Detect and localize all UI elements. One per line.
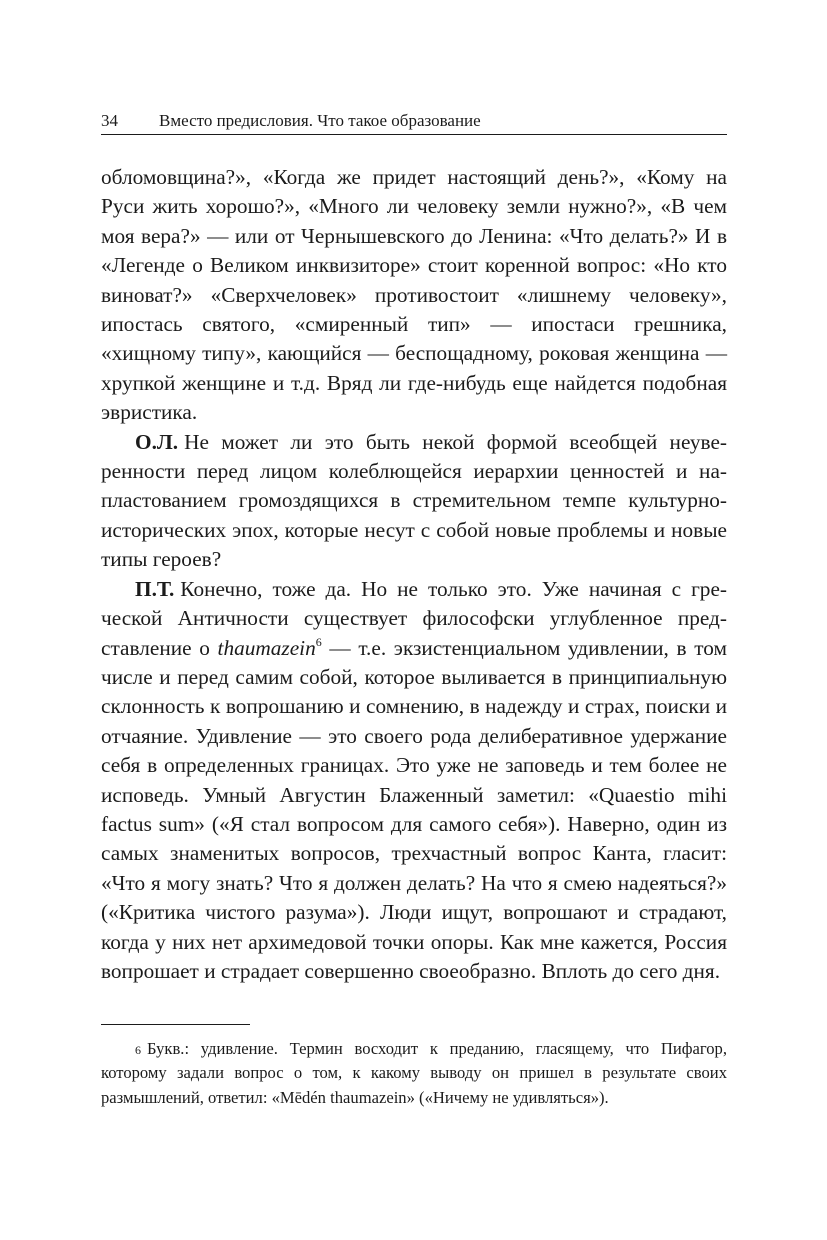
footnote-number: 6 xyxy=(135,1043,141,1057)
running-header xyxy=(101,110,727,132)
paragraph-text: Конечно, тоже да. Но не только это. Уже начиная с греческой Античности существует философски углубленное представление о xyxy=(101,576,727,660)
footnote-rule xyxy=(101,1024,250,1025)
footnote-text xyxy=(101,1037,727,1110)
footnote-reference[interactable]: 6 xyxy=(315,634,322,649)
paragraph-2 xyxy=(101,428,727,575)
page-number: 34 xyxy=(101,111,118,130)
speaker-label: О.Л. xyxy=(135,429,179,454)
footnote xyxy=(101,1037,727,1110)
speaker-label: П.Т. xyxy=(135,576,175,601)
paragraph-3 xyxy=(101,575,727,987)
footnote-body: Букв.: удивление. Термин восходит к преданию, гласящему, что Пифагор, которому задали вопрос о том, к какому выводу он пришел в результате своих размышлений, ответил: «Mēdén thaumazein» («Ничему не удивляться»). xyxy=(101,1039,727,1107)
paragraph-text: — т.е. экзистенциальном удивлении, в том числе и перед самим собой, которое выливается в принципиальную склонность к вопрошанию и сомнению, в надежду и страх, поиски и отчаяние. Удивление — это своего рода делиберативное удержание себя в определенных границах. Это уже не заповедь и тем более не исповедь. Умный Августин Блаженный заметил: «Quaestio mihi factus sum» («Я стал вопросом для самого себя»). Наверно, один из самых знаменитых вопросов, трехчастный вопрос Канта, гласит: «Что я могу знать? Что я должен делать? На что я смею надеяться?» («Критика чистого разума»). Люди ищут, вопрошают и страдают, когда у них нет архимедовой точки опоры. Как мне кажется, Россия вопрошает и страдает совершенно своеобразно. Вплоть до сего дня. xyxy=(101,635,727,983)
running-title: Вместо предисловия. Что такое образование xyxy=(159,111,481,130)
foreign-term: thaumazein xyxy=(217,635,316,660)
body-text xyxy=(101,163,727,986)
paragraph-1: обломовщина?», «Когда же придет настоящий день?», «Кому на Руси жить хорошо?», «Много ли человеку земли нужно?», «В чем моя вера?» — или от Чернышевского до Ленина: «Что делать?» И в «Легенде о Великом инквизиторе» стоит коренной вопрос: «Но кто виноват?» «Сверхчеловек» противостоит «лишнему человеку», ипостась святого, «смиренный тип» — ипостаси грешника, «хищному типу», кающийся — беспощадному, роковая женщина — хрупкой женщине и т.д. Вряд ли где-нибудь еще найдется подобная эвристика. xyxy=(101,165,727,425)
header-rule xyxy=(101,134,727,135)
paragraph-text: Не может ли это быть некой формой всеобщей неуверенности перед лицом колеблющейся иерархии ценностей и напластованием громоздящихся в стремительном темпе культурно-исторических эпох, которые несут с собой новые проблемы и новые типы героев? xyxy=(101,429,727,572)
